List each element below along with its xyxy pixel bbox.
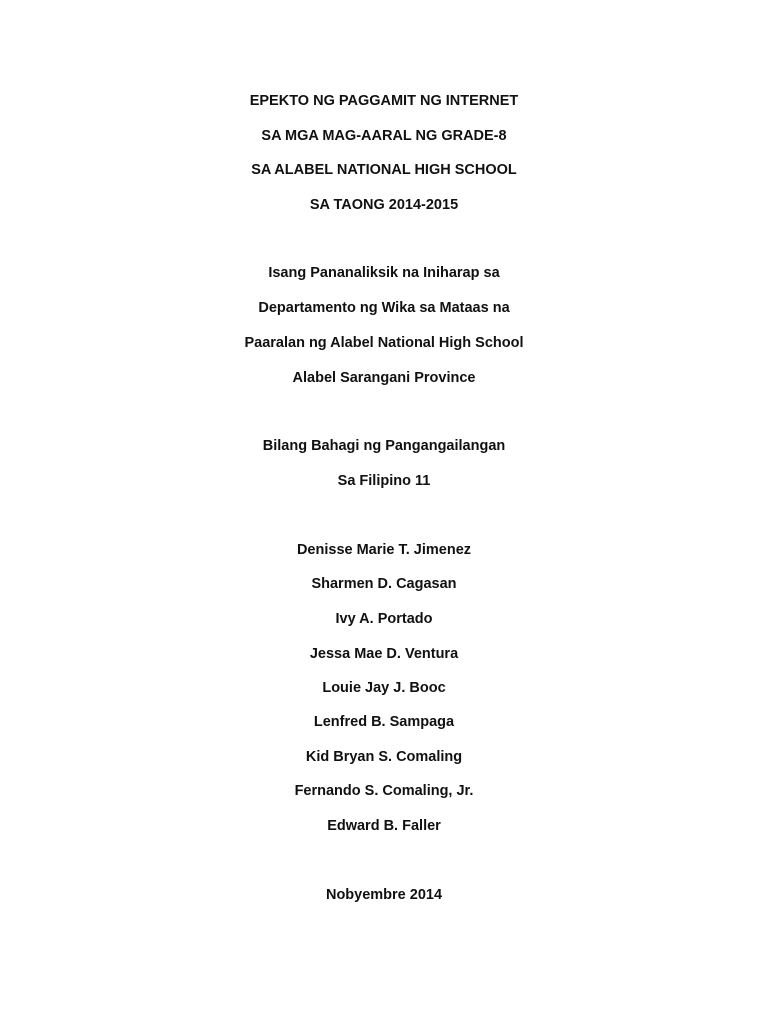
submission-line-1: Isang Pananaliksik na Iniharap sa	[268, 265, 500, 281]
author-name: Fernando S. Comaling, Jr.	[294, 783, 474, 799]
author-name: Louie Jay J. Booc	[322, 680, 446, 696]
submission-line-4: Alabel Sarangani Province	[292, 370, 476, 386]
author-name: Lenfred B. Sampaga	[313, 714, 455, 730]
author-name: Ivy A. Portado	[335, 611, 433, 627]
author-name: Edward B. Faller	[327, 818, 441, 834]
author-name: Kid Bryan S. Comaling	[305, 749, 463, 765]
title-line-1: EPEKTO NG PAGGAMIT NG INTERNET	[249, 93, 519, 109]
submission-line-2: Departamento ng Wika sa Mataas na	[258, 300, 510, 316]
title-line-3: SA ALABEL NATIONAL HIGH SCHOOL	[251, 162, 517, 178]
author-name: Denisse Marie T. Jimenez	[296, 542, 472, 558]
author-name: Sharmen D. Cagasan	[311, 576, 457, 592]
requirement-line-2: Sa Filipino 11	[337, 473, 431, 489]
submission-date: Nobyembre 2014	[325, 887, 443, 903]
requirement-line-1: Bilang Bahagi ng Pangangailangan	[262, 438, 506, 454]
author-name: Jessa Mae D. Ventura	[309, 646, 459, 662]
submission-line-3: Paaralan ng Alabel National High School	[244, 335, 524, 351]
title-line-4: SA TAONG 2014-2015	[309, 197, 459, 213]
title-line-2: SA MGA MAG-AARAL NG GRADE-8	[261, 128, 507, 144]
